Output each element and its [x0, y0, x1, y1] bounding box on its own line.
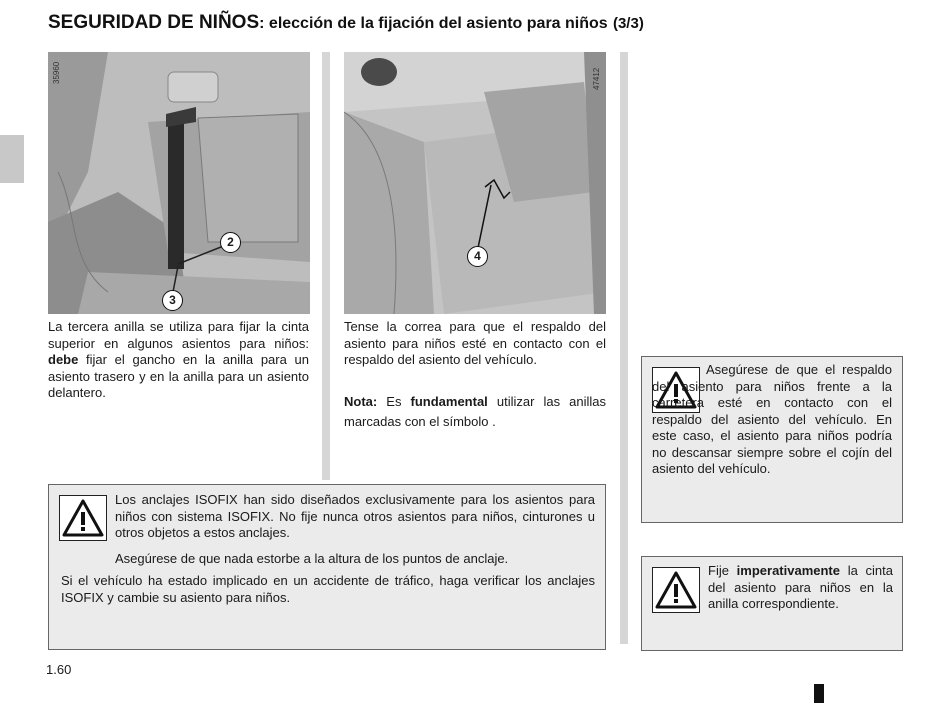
figure-number-left: 35960 [52, 61, 61, 84]
title-page-count: (3/3) [612, 15, 644, 32]
column-divider [620, 52, 628, 644]
warning-box-isofix [48, 484, 606, 650]
col1-text-b: fijar el gancho en la anilla para un asiento trasero y en la anilla para un asiento delantero. [48, 352, 309, 400]
column-divider [322, 52, 330, 480]
isofix-p2: Asegúrese de que nada estorbe a la altura de los puntos de anclaje. [115, 551, 509, 566]
callout-4: 4 [467, 246, 488, 267]
figure-number-middle: 47412 [592, 67, 601, 90]
warning-triangle-icon [652, 567, 700, 613]
warning-contact-text: Asegúrese de que el respaldo del asiento para niños frente a la carretera esté en contacto con el respaldo del asiento del vehículo. En este caso, el asiento para niños podría no descansar siempre sobre el cojín del asiento del vehículo. [652, 362, 892, 476]
isofix-p1: Los anclajes ISOFIX han sido diseñados exclusivamente para los asientos para niños con sistema ISOFIX. No fije nunca otros asientos para niños, cinturones u otros objetos a estos anclajes. [115, 492, 595, 540]
trunk-photo-middle [344, 52, 606, 314]
title-sub: : elección de la fijación del asiento para niños [259, 15, 608, 32]
title-main: SEGURIDAD DE NIÑOS [48, 12, 260, 33]
note-text-b: utilizar las anillas marcadas con el símbolo . [344, 394, 606, 429]
note-text-a: Es [377, 394, 411, 409]
strap-text-b: la cinta del asiento para niños en la anilla correspondiente. [708, 563, 893, 611]
page-number: 1.60 [46, 662, 72, 677]
col2-paragraph: Tense la correa para que el respaldo del asiento para niños esté en contacto con el respaldo del asiento del vehículo. [344, 319, 606, 367]
col1-text-a: La tercera anilla se utiliza para fijar la cinta superior en algunos asientos para niños: [48, 319, 309, 351]
warning-strap-text [708, 563, 893, 613]
strap-bold: imperativamente [736, 563, 840, 578]
warning-box-contact [641, 356, 903, 523]
callout-2: 2 [220, 232, 241, 253]
isofix-p3: Si el vehículo ha estado implicado en un accidente de tráfico, haga verificar los anclajes ISOFIX y cambie su asiento para niños. [61, 573, 595, 605]
col2-note [344, 392, 606, 432]
edge-marker [814, 684, 824, 703]
warning-triangle-icon [59, 495, 107, 541]
note-label: Nota: [344, 394, 378, 409]
strap-text-a: Fije [708, 563, 737, 578]
col1-paragraph [48, 319, 309, 402]
page-title [48, 12, 644, 34]
col1-bold: debe [48, 352, 79, 367]
callout-3: 3 [162, 290, 183, 311]
warning-box-strap [641, 556, 903, 651]
section-tab [0, 135, 24, 183]
note-bold: fundamental [410, 394, 488, 409]
trunk-photo-left [48, 52, 310, 314]
